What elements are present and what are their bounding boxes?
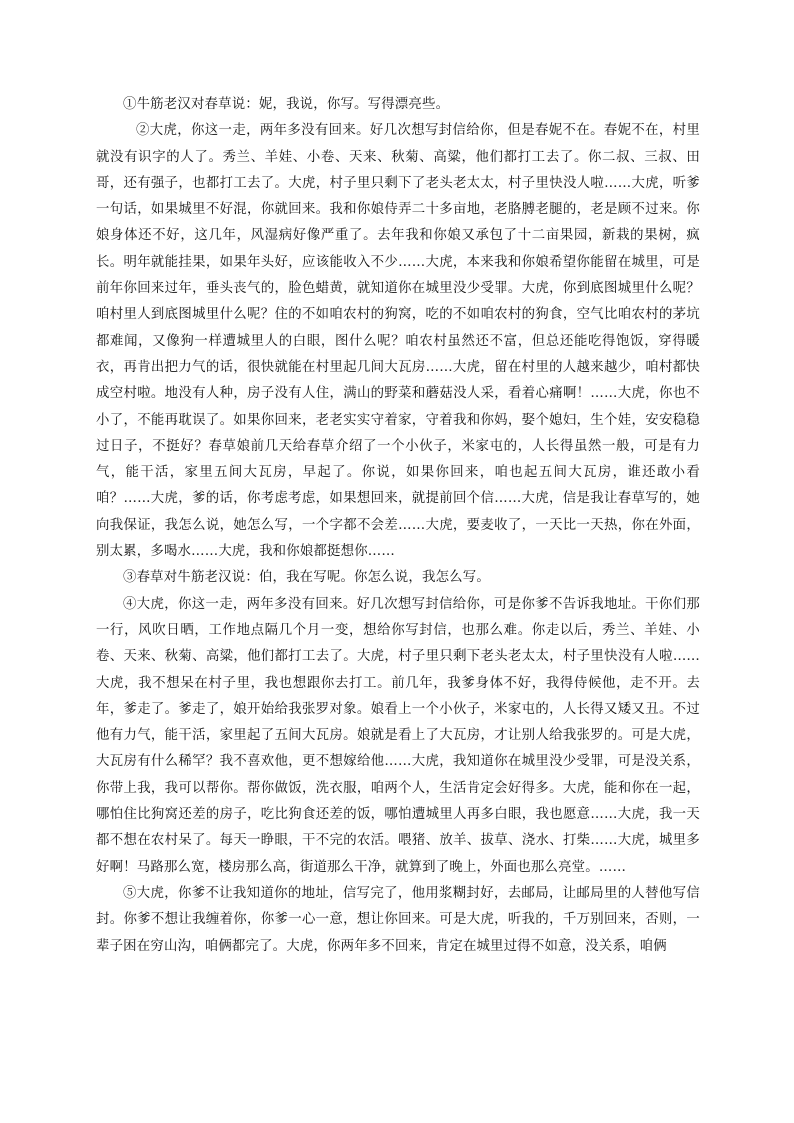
paragraph-5: ⑤大虎，你爹不让我知道你的地址，信写完了，他用浆糊封好，去邮局，让邮局里的人替他写信封。你爹不想让我缠着你，你爹一心一意，想让你回来。可是大虎，听我的，千万别回来，否则，一辈子困在穷山沟，咱俩都完了。大虎，你两年多不回来，肯定在城里过得不如意，没关系，咱俩 xyxy=(96,885,700,954)
paragraph-3: ③春草对牛筋老汉说：伯，我在写呢。你怎么说，我怎么写。 xyxy=(123,570,490,586)
paragraph-1: ①牛筋老汉对春草说：妮，我说，你写。写得漂亮些。 xyxy=(123,97,450,112)
paragraph-2: ②大虎，你这一走，两年多没有回来。好几次想写封信给你，但是春妮不在。春妮不在，村里就没有识字的人了。秀兰、羊娃、小卷、天来、秋菊、高粱，他们都打工去了。你二叔、三叔、田哥，还有强子，也都打工去了。大虎，村子里只剩下了老头老太太，村子里快没人啦……大虎，听爹一句话，如果城里不好混，你就回来。我和你娘侍弄二十多亩地，老胳膊老腿的，老是顾不过来。你娘身体还不好，这几年，风湿病好像严重了。去年我和你娘又承包了十二亩果园，新栽的果树，疯长。明年就能挂果，如果年头好，应该能收入不少……大虎，本来我和你娘希望你能留在城里，可是前年你回来过年，垂头丧气的，脸色蜡黄，就知道你在城里没少受罪。大虎，你到底图城里什么呢？咱村里人到底图城里什么呢？住的不如咱农村的狗窝，吃的不如咱农村的狗食，空气比咱农村的茅坑都难闻，又像狗一样遭城里人的白眼，图什么呢？咱农村虽然还不富，但总还能吃得饱饭，穿得暖衣，再肯出把力气的话，很快就能在村里起几间大瓦房……大虎，留在村里的人越来越少，咱村都快成空村啦。地没有人种，房子没有人住，满山的野菜和蘑菇没人采，看着心痛啊！……大虎，你也不小了，不能再耽误了。如果你回来，老老实实守着家，守着我和你妈，娶个媳妇，生个娃，安安稳稳过日子，不挺好？春草娘前几天给春草介绍了一个小伙子，米家屯的，人长得虽然一般，可是有力气，能干活，家里五间大瓦房，早起了。你说，如果你回来，咱也起五间大瓦房，谁还敢小看咱？……大虎，爹的话，你考虑考虑，如果想回来，就提前回个信……大虎，信是我让春草写的，她向我保证，我怎么说，她怎么写，一个字都不会差……大虎，要麦收了，一天比一天热，你在外面，别太累，多喝水……大虎，我和你娘都挺想你…… xyxy=(96,123,700,560)
document-page xyxy=(96,92,700,960)
paragraph-4: ④大虎，你这一走，两年多没有回来。好几次想写封信给你，可是你爹不告诉我地址。干你们那一行，风吹日晒，工作地点隔几个月一变，想给你写封信，也那么难。你走以后，秀兰、羊娃、小卷、天来、秋菊、高粱，他们都打工去了。大虎，村子里只剩下老头老太太，村子里快没有人啦……大虎，我不想呆在村子里，我也想跟你去打工。前几年，我爹身体不好，我得侍候他，走不开。去年，爹走了。爹走了，娘开始给我张罗对象。娘看上一个小伙子，米家屯的，人长得又矮又丑。不过他有力气，能干活，家里起了五间大瓦房。娘就是看上了大瓦房，才让别人给我张罗的。可是大虎，大瓦房有什么稀罕？我不喜欢他，更不想嫁给他……大虎，我知道你在城里没少受罪，可是没关系，你带上我，我可以帮你。帮你做饭，洗衣服，咱两个人，生活肯定会好得多。大虎，能和你在一起，哪怕住比狗窝还差的房子，吃比狗食还差的饭，哪怕遭城里人再多白眼，我也愿意……大虎，我一天都不想在农村呆了。每天一睁眼，干不完的农活。喂猪、放羊、拔草、浇水、打柴……大虎，城里多好啊！马路那么宽，楼房那么高，街道那么干净，就算到了晚上，外面也那么亮堂。…… xyxy=(96,596,700,875)
